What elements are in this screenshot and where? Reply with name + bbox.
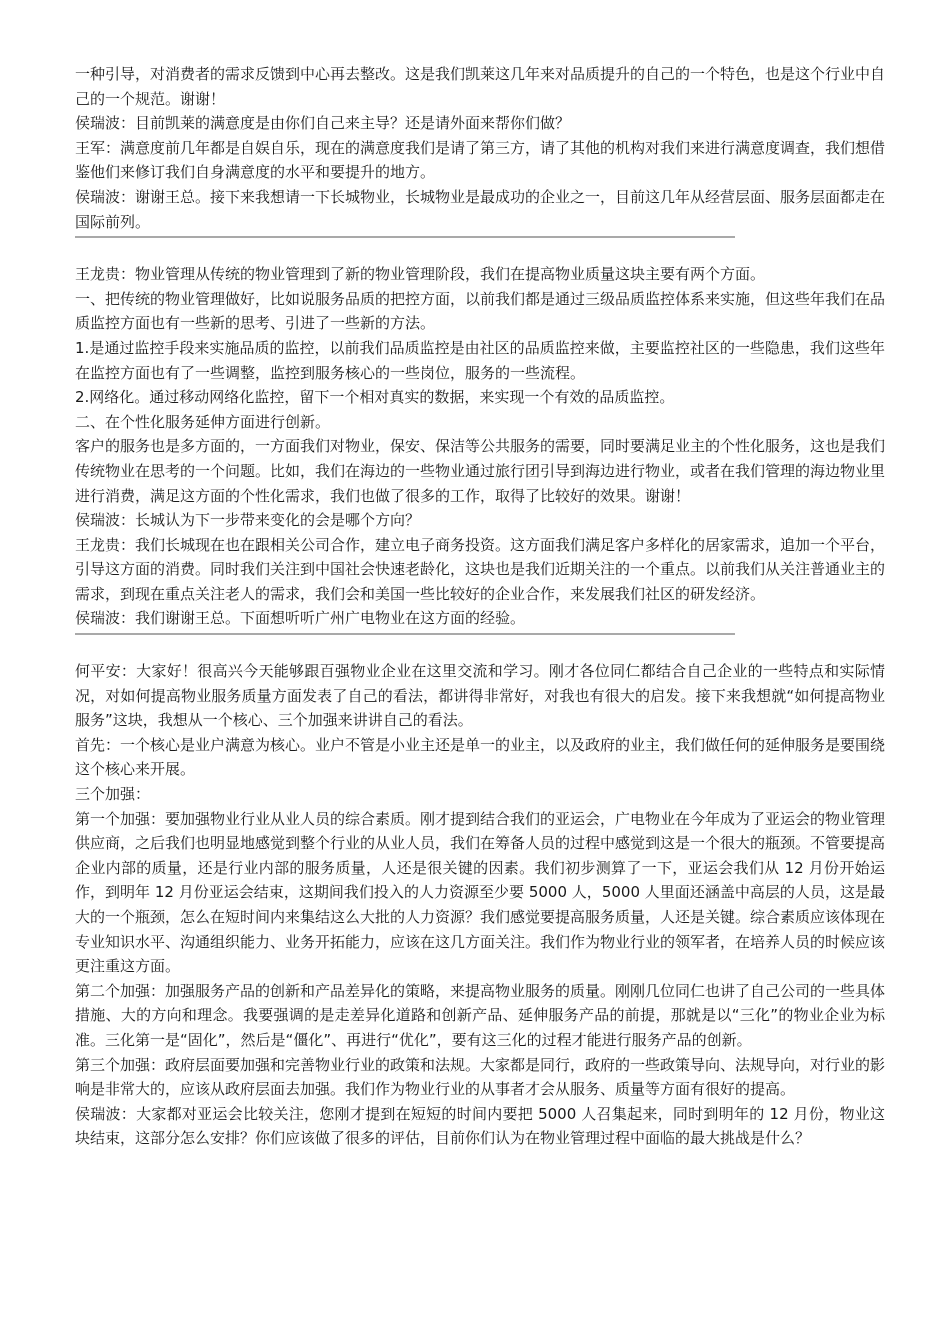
section-guangdian <box>75 659 885 1151</box>
paragraph: 三个加强： <box>75 785 151 804</box>
spacer <box>75 238 885 262</box>
paragraph: 1.是通过监控手段来实施品质的监控，以前我们品质监控是由社区的品质监控来做，主要监控社区的一些隐患，我们这些年在监控方面也有了一些调整，监控到服务核心的一些岗位，服务的一些流程。 <box>75 338 885 382</box>
paragraph: 何平安：大家好！很高兴今天能够跟百强物业企业在这里交流和学习。刚才各位同仁都结合自己企业的一些特点和实际情况，对如何提高物业服务质量方面发表了自己的看法，都讲得非常好，对我也有很大的启发。接下来我想就“如何提高物业服务”这块，我想从一个核心、三个加强来讲讲自己的看法。 <box>75 662 885 730</box>
paragraph: 二、在个性化服务延伸方面进行创新。 <box>75 412 331 431</box>
paragraph: 首先：一个核心是业户满意为核心。业户不管是小业主还是单一的业主，以及政府的业主，我们做任何的延伸服务是要围绕这个核心来开展。 <box>75 735 886 779</box>
paragraph: 侯瑞波：目前凯莱的满意度是由你们自己来主导？还是请外面来帮你们做？ <box>75 114 571 133</box>
paragraph: 第一个加强：要加强物业行业从业人员的综合素质。刚才提到结合我们的亚运会，广电物业在今年成为了亚运会的物业管理供应商，之后我们也明显地感觉到整个行业的从业人员，我们在筹备人员的过程中感觉到这是一个很大的瓶颈。不管要提高企业内部的质量，还是行业内部的服务质量，人还是很关键的因素。我们初步测算了一下，亚运会我们从 12 月份开始运作，到明年 12 月份亚运会结束，这期间我们投入的人力资源至少要 5000 人，5000 人里面还涵盖中高层的人员，这是最大的一个瓶颈，怎么在短时间内来集结这么大批的人力资源？我们感觉要提高服务质量，人还是关键。综合素质应该体现在专业知识水平、沟通组织能力、业务开拓能力，应该在这几方面关注。我们作为物业行业的领军者，在培养人员的时候应该更注重这方面。 <box>75 809 886 976</box>
paragraph: 侯瑞波：谢谢王总。接下来我想请一下长城物业，长城物业是最成功的企业之一，目前这几年从经营层面、服务层面都走在国际前列。 <box>75 187 886 231</box>
paragraph: 王军：满意度前几年都是自娱自乐，现在的满意度我们是请了第三方，请了其他的机构对我们来进行满意度调查，我们想借鉴他们来修订我们自身满意度的水平和要提升的地方。 <box>75 138 886 182</box>
paragraph: 一种引导，对消费者的需求反馈到中心再去整改。这是我们凯莱这几年来对品质提升的自己的一个特色，也是这个行业中自己的一个规范。谢谢！ <box>75 65 886 108</box>
section-kailai <box>75 62 885 234</box>
spacer <box>75 635 885 659</box>
paragraph: 王龙贵：我们长城现在也在跟相关公司合作，建立电子商务投资。这方面我们满足客户多样化的居家需求，追加一个平台，引导这方面的消费。同时我们关注到中国社会快速老龄化，这块也是我们近期关注的一个重点。以前我们从关注普通业主的需求，到现在重点关注老人的需求，我们会和美国一些比较好的企业合作，来发展我们社区的研发经济。 <box>75 535 886 603</box>
paragraph: 一、把传统的物业管理做好，比如说服务品质的把控方面，以前我们都是通过三级品质监控体系来实施，但这些年我们在品质监控方面也有一些新的思考、引进了一些新的方法。 <box>75 289 886 333</box>
section-changcheng <box>75 262 885 631</box>
document-page <box>75 62 885 1151</box>
paragraph: 侯瑞波：我们谢谢王总。下面想听听广州广电物业在这方面的经验。 <box>75 609 526 628</box>
paragraph: 客户的服务也是多方面的，一方面我们对物业，保安、保洁等公共服务的需要，同时要满足业主的个性化服务，这也是我们传统物业在思考的一个问题。比如，我们在海边的一些物业通过旅行团引导到海边进行物业，或者在我们管理的海边物业里进行消费，满足这方面的个性化需求，我们也做了很多的工作，取得了比较好的效果。谢谢！ <box>75 437 886 505</box>
paragraph: 侯瑞波：长城认为下一步带来变化的会是哪个方向？ <box>75 511 421 530</box>
paragraph: 第三个加强：政府层面要加强和完善物业行业的政策和法规。大家都是同行，政府的一些政策导向、法规导向，对行业的影响是非常大的，应该从政府层面去加强。我们作为物业行业的从事者才会从服务、质量等方面有很好的提高。 <box>75 1055 886 1099</box>
paragraph: 2.网络化。通过移动网络化监控，留下一个相对真实的数据，来实现一个有效的品质监控。 <box>75 388 675 407</box>
paragraph: 第二个加强：加强服务产品的创新和产品差异化的策略，来提高物业服务的质量。刚刚几位同仁也讲了自己公司的一些具体措施、大的方向和理念。我要强调的是走差异化道路和创新产品、延伸服务产品的前提，那就是以“三化”的物业企业为标准。三化第一是“固化”，然后是“僵化”、再进行“优化”，要有这三化的过程才能进行服务产品的创新。 <box>75 981 886 1049</box>
paragraph: 王龙贵：物业管理从传统的物业管理到了新的物业管理阶段，我们在提高物业质量这块主要有两个方面。 <box>75 265 766 284</box>
paragraph: 侯瑞波：大家都对亚运会比较关注，您刚才提到在短短的时间内要把 5000 人召集起来，同时到明年的 12 月份，物业这块结束，这部分怎么安排？你们应该做了很多的评估，目前你们认为在物业管理过程中面临的最大挑战是什么？ <box>75 1104 885 1148</box>
